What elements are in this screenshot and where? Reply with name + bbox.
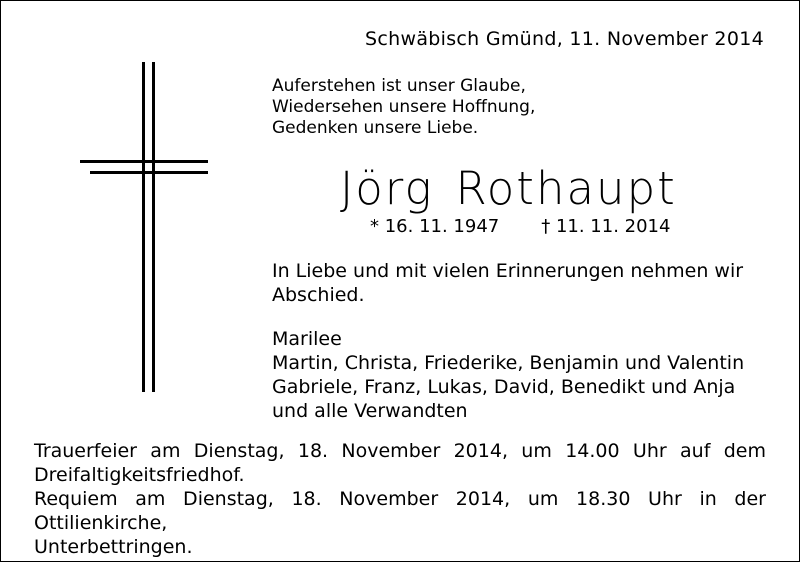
notice-line: Trauerfeier am Dienstag, 18. November 2014, um 14.00 Uhr auf dem — [34, 440, 766, 462]
family-line: Gabriele, Franz, Lukas, David, Benedikt und Anja — [272, 376, 736, 398]
deceased-name — [340, 162, 677, 215]
verse-line: Wiedersehen unsere Hoffnung, — [272, 97, 536, 117]
family-line: Marilee — [272, 328, 342, 350]
verse-line: Auferstehen ist unser Glaube, — [272, 76, 526, 96]
service-notices — [34, 439, 766, 559]
place-date: Schwäbisch Gmünd, 11. November 2014 — [365, 28, 764, 50]
verse-line: Gedenken unsere Liebe. — [272, 118, 479, 138]
death-date: † 11. 11. 2014 — [541, 216, 671, 237]
last-name: Rothaupt — [455, 162, 677, 215]
family-line: und alle Verwandten — [272, 400, 468, 422]
notice-line: Unterbettringen. — [34, 536, 193, 558]
family-list — [272, 327, 744, 423]
birth-date: * 16. 11. 1947 — [370, 216, 500, 237]
family-line: Martin, Christa, Friederike, Benjamin und Valentin — [272, 352, 745, 374]
notice-line: Requiem am Dienstag, 18. November 2014, um 18.30 Uhr in der Ottilienkirche, — [34, 488, 766, 534]
notice-line: Dreifaltigkeitsfriedhof. — [34, 464, 245, 486]
first-name: Jörg — [340, 162, 434, 215]
life-dates — [370, 216, 670, 237]
farewell-text: In Liebe und mit vielen Erinnerungen nehmen wir Abschied. — [272, 260, 744, 306]
verse — [272, 76, 535, 139]
